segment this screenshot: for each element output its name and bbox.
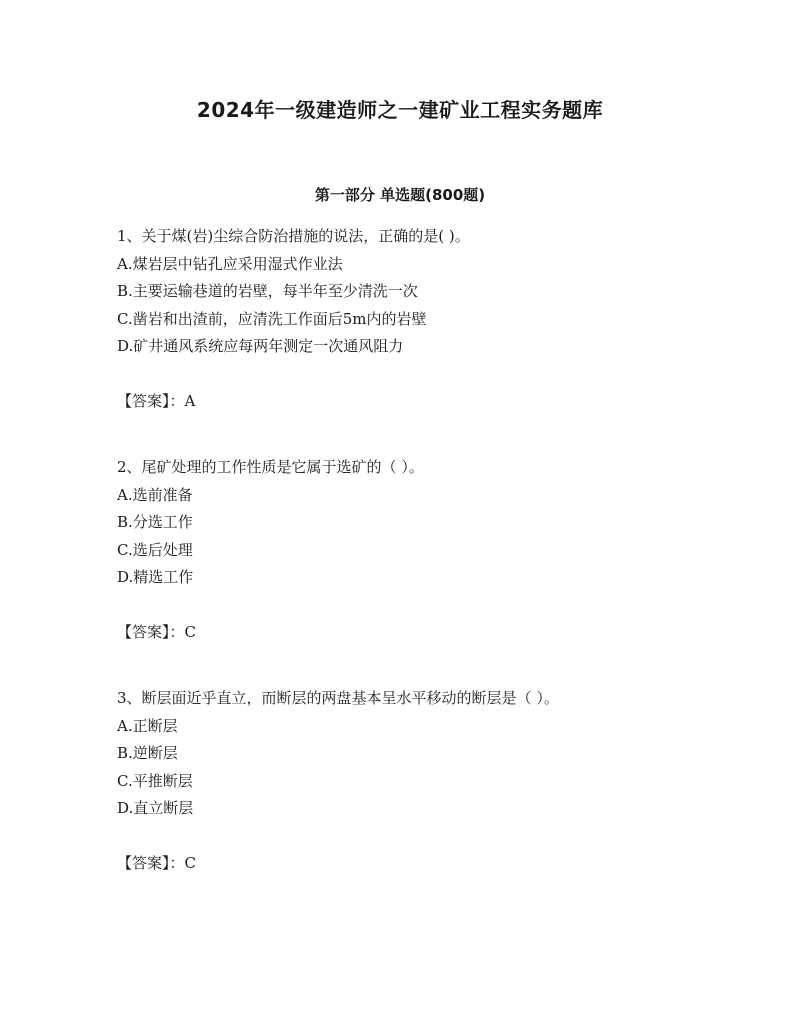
option-c: C.平推断层 [117, 771, 193, 790]
question-stem: 3、断层面近乎直立，而断层的两盘基本呈水平移动的断层是（ ）。 [117, 689, 559, 707]
option-c: C.选后处理 [117, 540, 193, 559]
question-2 [117, 454, 717, 646]
question-stem: 2、尾矿处理的工作性质是它属于选矿的（ ）。 [117, 458, 424, 476]
option-a: A.选前准备 [117, 485, 193, 504]
option-b: B.逆断层 [117, 744, 178, 762]
document-title: 2024年一级建造师之一建矿业工程实务题库 [196, 98, 604, 122]
answer-line: 【答案】：C [117, 853, 196, 872]
answer-line: 【答案】：A [117, 391, 196, 410]
answer-line: 【答案】：C [117, 622, 196, 641]
option-a: A.正断层 [117, 716, 178, 735]
section-title: 第一部分 单选题(800题) [314, 186, 486, 204]
option-c: C.凿岩和出渣前，应清洗工作面后5m内的岩壁 [117, 309, 427, 328]
question-stem: 1、关于煤(岩)尘综合防治措施的说法，正确的是( )。 [117, 227, 470, 245]
question-1 [117, 223, 717, 415]
option-d: D.矿井通风系统应每两年测定一次通风阻力 [117, 337, 404, 355]
question-3 [117, 685, 717, 877]
option-a: A.煤岩层中钻孔应采用湿式作业法 [117, 254, 343, 273]
option-d: D.精选工作 [117, 568, 194, 586]
option-b: B.主要运输巷道的岩壁，每半年至少清洗一次 [117, 282, 418, 300]
option-d: D.直立断层 [117, 799, 194, 817]
option-b: B.分选工作 [117, 513, 193, 531]
